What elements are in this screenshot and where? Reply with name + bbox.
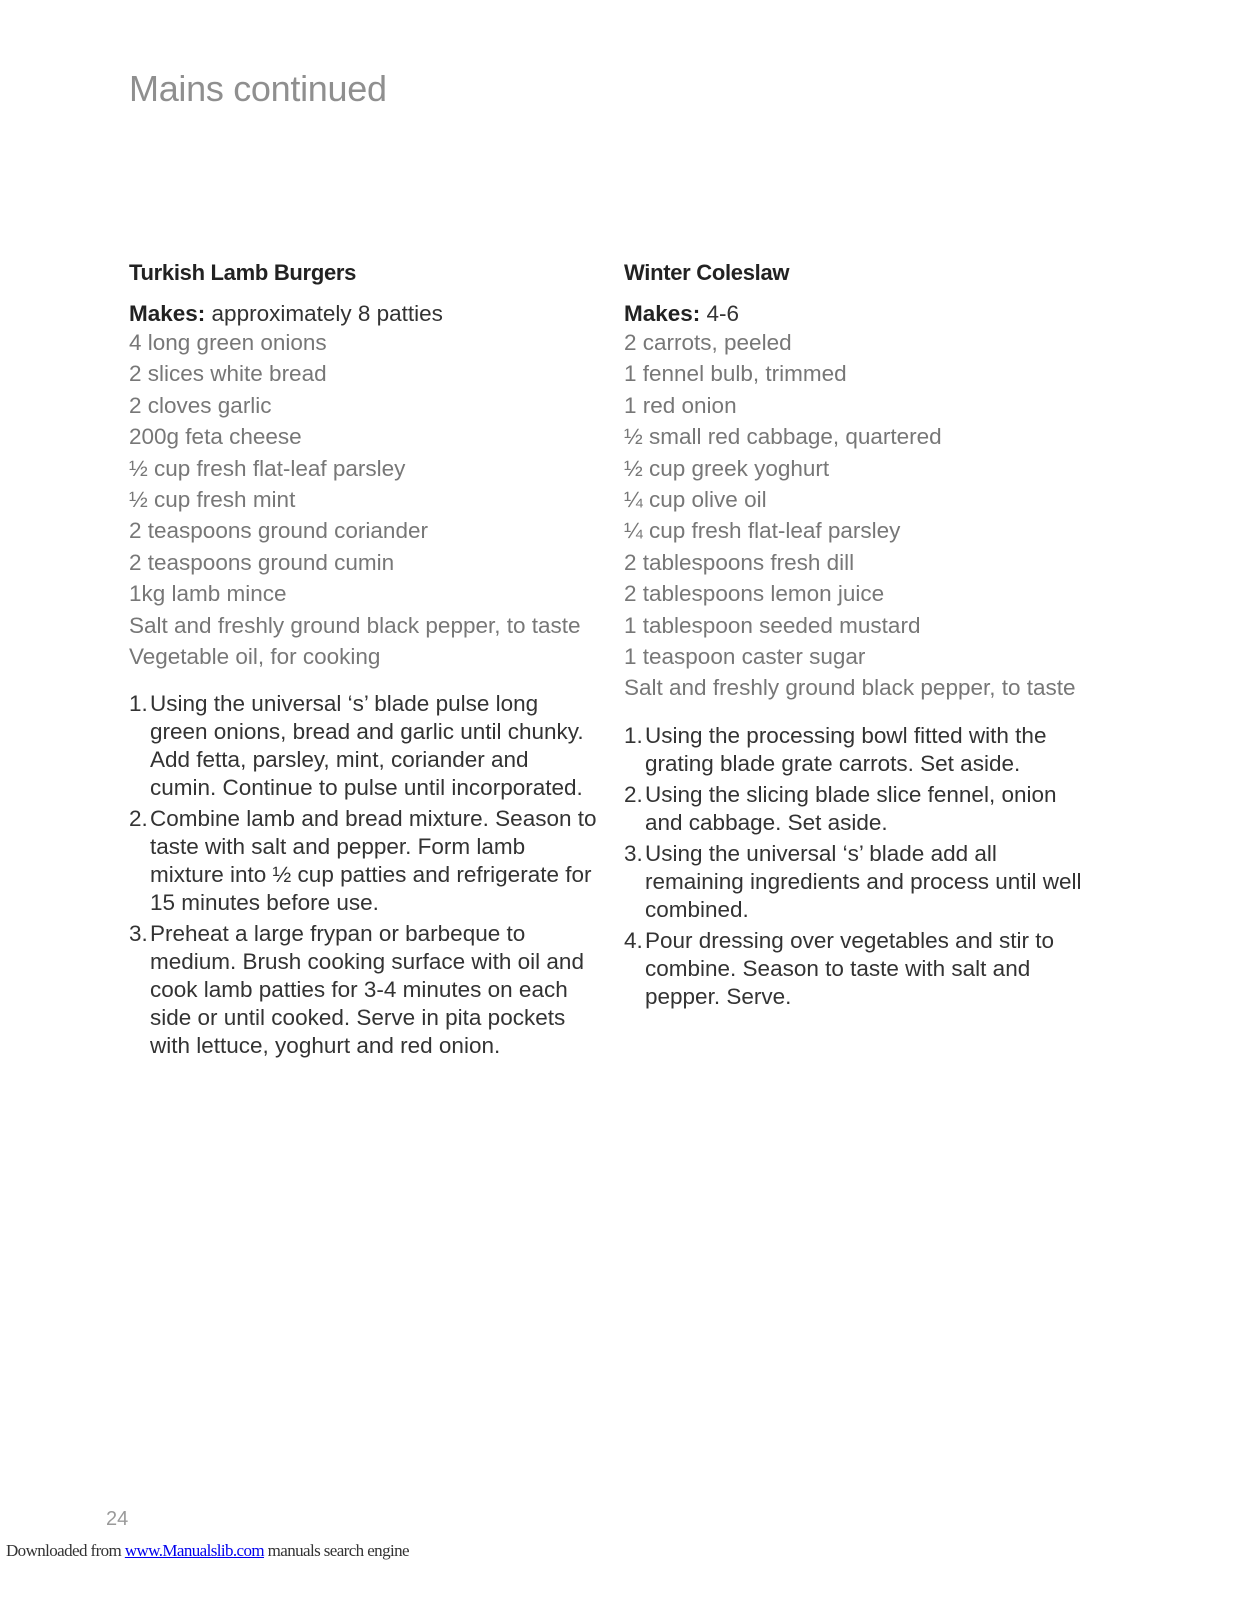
method-step (129, 805, 599, 917)
method-step (624, 722, 1094, 778)
step-text: Pour dressing over vegetables and stir to combine. Season to taste with salt and pepper. Serve. (645, 927, 1054, 1009)
recipe-title: Turkish Lamb Burgers (129, 260, 357, 285)
page-number: 24 (106, 1508, 129, 1530)
method-steps (129, 690, 599, 1060)
step-text: Combine lamb and bread mixture. Season to taste with salt and pepper. Form lamb mixture into ½ cup patties and refrigerate for 15 minutes before use. (150, 806, 597, 916)
yield-label: Makes: (129, 301, 206, 326)
method-step (624, 927, 1094, 1011)
step-number: 3. (624, 840, 643, 866)
recipe-winter-coleslaw (624, 256, 1094, 1014)
ingredient-list (129, 327, 599, 672)
ingredient-item: 1 teaspoon caster sugar (624, 643, 866, 669)
ingredient-item: Salt and freshly ground black pepper, to taste (624, 675, 1076, 701)
page-title: Mains continued (129, 68, 387, 109)
method-steps (624, 722, 1094, 1011)
footer-suffix: manuals search engine (264, 1541, 409, 1560)
ingredient-item: ½ small red cabbage, quartered (624, 424, 942, 450)
yield-label: Makes: (624, 301, 701, 326)
manualslib-link[interactable]: www.Manualslib.com (124, 1541, 265, 1560)
step-number: 3. (129, 921, 148, 947)
step-number: 2. (624, 781, 643, 807)
ingredient-item: 2 teaspoons ground cumin (129, 549, 395, 575)
step-number: 1. (624, 722, 643, 748)
method-step (624, 781, 1094, 837)
ingredient-item: 1 fennel bulb, trimmed (624, 361, 847, 387)
yield-value: approximately 8 patties (205, 301, 443, 326)
yield-value: 4-6 (700, 301, 740, 326)
ingredient-item: ½ cup fresh flat-leaf parsley (129, 455, 406, 481)
step-text: Using the universal ‘s’ blade pulse long green onions, bread and garlic until chunky. Add fetta, parsley, mint, coriander and cumin. Continue to pulse until incorporated. (150, 691, 584, 801)
ingredient-item: ¼ cup fresh flat-leaf parsley (624, 518, 901, 544)
method-step (129, 920, 599, 1060)
step-text: Using the slicing blade slice fennel, onion and cabbage. Set aside. (645, 781, 1057, 835)
step-number: 4. (624, 927, 643, 953)
ingredient-item: ½ cup fresh mint (129, 486, 296, 512)
ingredient-item: 1 tablespoon seeded mustard (624, 612, 921, 638)
ingredient-item: 2 cloves garlic (129, 392, 272, 418)
ingredient-item: Vegetable oil, for cooking (129, 643, 381, 669)
ingredient-item: 200g feta cheese (129, 424, 302, 450)
ingredient-item: ½ cup greek yoghurt (624, 455, 830, 481)
step-number: 1. (129, 691, 148, 717)
step-text: Preheat a large frypan or barbeque to medium. Brush cooking surface with oil and cook lamb patties for 3-4 minutes on each side or until cooked. Serve in pita pockets with lettuce, yoghurt and red onion. (150, 921, 584, 1059)
download-footer (6, 1541, 409, 1561)
method-step (624, 840, 1094, 924)
recipe-turkish-lamb-burgers (129, 256, 599, 1063)
ingredient-item: 1 red onion (624, 392, 737, 418)
footer-prefix: Downloaded from (6, 1541, 125, 1560)
ingredient-item: 2 tablespoons fresh dill (624, 549, 855, 575)
method-step (129, 690, 599, 802)
ingredient-item: 1kg lamb mince (129, 581, 287, 607)
ingredient-item: 2 carrots, peeled (624, 330, 792, 355)
ingredient-item: 2 slices white bread (129, 361, 327, 387)
ingredient-item: Salt and freshly ground black pepper, to taste (129, 612, 581, 638)
step-number: 2. (129, 806, 148, 832)
recipe-title: Winter Coleslaw (624, 260, 790, 285)
ingredient-item: 2 tablespoons lemon juice (624, 581, 885, 607)
ingredient-list (624, 327, 1094, 704)
step-text: Using the universal ‘s’ blade add all remaining ingredients and process until well combined. (645, 840, 1082, 922)
step-text: Using the processing bowl fitted with the grating blade grate carrots. Set aside. (645, 722, 1047, 776)
ingredient-item: ¼ cup olive oil (624, 486, 767, 512)
ingredient-item: 2 teaspoons ground coriander (129, 518, 428, 544)
ingredient-item: 4 long green onions (129, 330, 327, 355)
